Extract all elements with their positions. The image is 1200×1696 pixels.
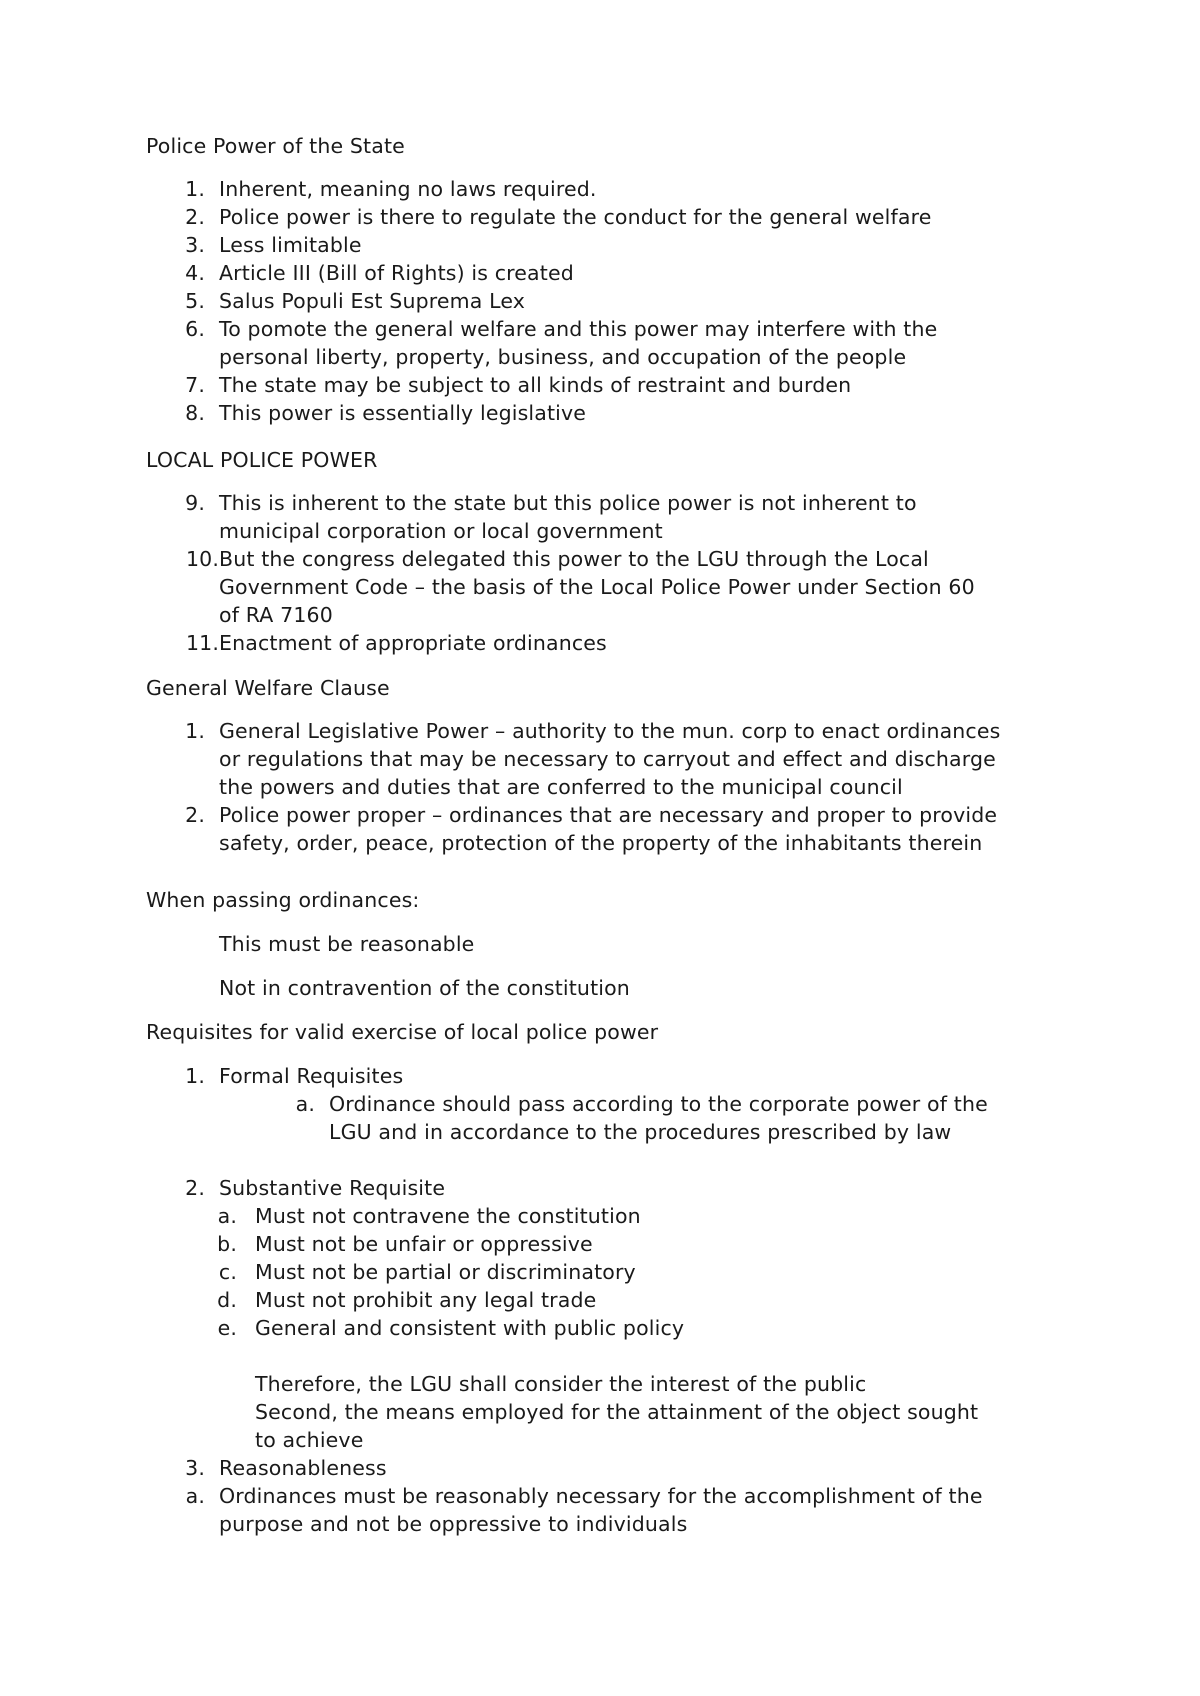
section-heading-requisites: Requisites for valid exercise of local police power (146, 1020, 659, 1044)
section-heading-local-police-power: LOCAL POLICE POWER (146, 448, 378, 472)
section-heading-general-welfare: General Welfare Clause (146, 676, 390, 700)
paragraph: Not in contravention of the constitution (219, 976, 630, 1000)
section-heading-passing-ordinances: When passing ordinances: (146, 888, 420, 912)
section-heading-police-power: Police Power of the State (146, 134, 405, 158)
note-line: Therefore, the LGU shall consider the interest of the public (255, 1372, 867, 1396)
note-line: to achieve (255, 1428, 364, 1452)
paragraph: This must be reasonable (219, 932, 475, 956)
note-line: Second, the means employed for the attainment of the object sought (255, 1400, 979, 1424)
document-page: Police Power of the State 1. Inherent, meaning no laws required. 2. Police power is there to regulate the conduct for the general welfare 3. Less limitable 4. Article III (Bill of Rights) is created 5. Salus Populi Est Suprema Lex 6. To pomote the general welfare and this power may interfere with the personal liberty, property, business, and occupation of the people 7. The state may be subject to all kinds of restraint and burden 8. This power is essentially legislative LOCAL POLICE POWER 9. This is inherent to the state but this police power is not inherent to municipal corporation or local government 10. But the congress delegated this power to the LGU through the Local Government Code – the basis of the Local Police Power under Section 60 of RA 7160 11. Enactment of appropriate ordinances General Welfare Clause 1. General Legislative Power – authority to the mun. corp to enact ordinances or regulations that may be necessary to carryout and effect and discharge the powers and duties that are conferred to the municipal council 2. Police power proper – ordinances that are necessary and proper to provide safety, order, peace, protection of the property of the inhabitants therein When passing ordinances: This must be reasonable Not in contravention of the constitution Requisites for valid exercise of local police power 1. Formal Requisites a. Ordinance should pass according to the corporate power of the LGU and in accordance to the procedures prescribed by law 2. Substantive Requisite a. Must not contravene the constitution b. Must not be unfair or oppressive c. Must not be partial or discriminatory d. Must not prohibit any legal trade e. General and consistent with public policy Therefore, the LGU shall consider the interest of the public Second, the means employed for the attainment of the object sought to achieve 3. Reasonableness a. Ordinances must be reasonably necessary for the accomplishment of the purpose and not be oppressive to individuals (146, 134, 1001, 1536)
